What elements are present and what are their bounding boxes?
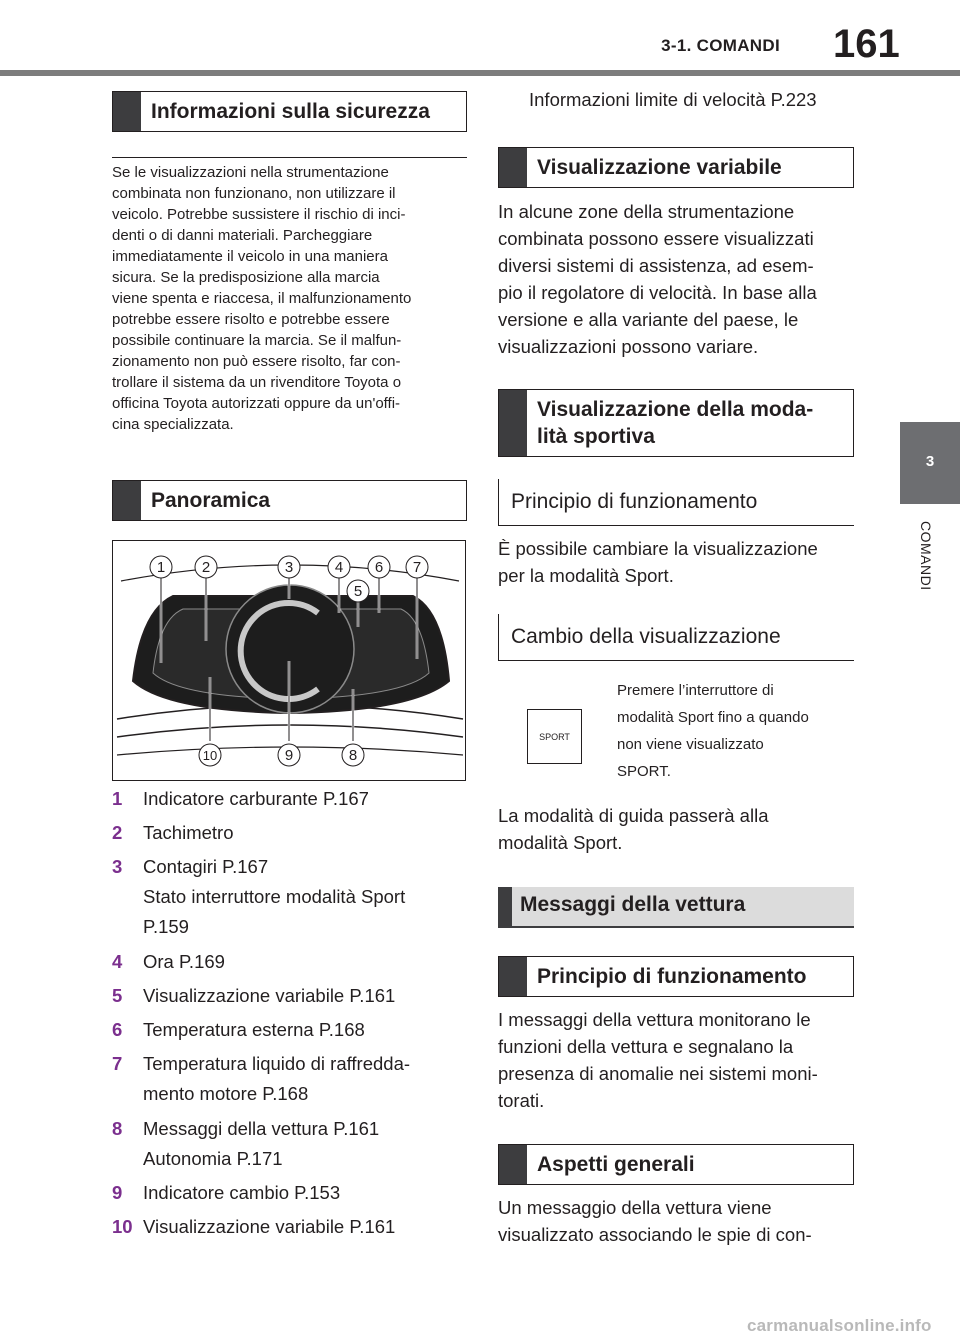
speed-limit-line: Informazioni limite di velocità P.223 [529,89,817,110]
variable-display-text: In alcune zone della strumentazione combinata possono essere visualizzati diversi sistemi di assistenza, ad esem- pio il regolatore di velocità. In base alla versione e alla variante del paese, le visualizzazioni possono variare. [498,201,817,357]
sport-button-illustration: SPORT [527,709,582,764]
principle-subheading-rule [498,525,854,526]
general-text: Un messaggio della vettura viene visualizzato associando le spie di con- [498,1197,812,1245]
vehicle-messages-heading: Messaggi della vettura [498,887,854,926]
svg-text:9: 9 [284,747,294,764]
safety-heading: Informazioni sulla sicurezza [112,91,467,132]
safety-rule-top [112,157,467,158]
variable-display-heading: Visualizzazione variabile [498,147,854,188]
general-aspects-heading: Aspetti generali [498,1144,854,1185]
header-rule [0,70,960,76]
overview-heading: Panoramica [112,480,467,521]
chapter-label: COMANDI [918,521,934,591]
svg-text:2: 2 [201,559,211,576]
principle-text: È possibile cambiare la visualizzazione per la modalità Sport. [498,538,818,586]
principle-subheading: Principio di funzionamento [498,479,757,525]
cluster-illustration [113,541,466,781]
svg-text:8: 8 [348,747,358,764]
chapter-tab: 3 [900,422,960,504]
svg-text:7: 7 [412,559,422,576]
messages-principle-heading: Principio di funzionamento [498,956,854,997]
svg-text:10: 10 [202,748,218,763]
svg-text:5: 5 [353,583,363,600]
page-number: 161 [833,22,900,66]
messages-text: I messaggi della vettura monitorano le funzioni della vettura e segnalano la presenza di anomalie nei sistemi moni- torati. [498,1009,818,1111]
callout-1 [150,556,172,578]
callout-10 [199,744,221,766]
result-text: La modalità di guida passerà alla modalità Sport. [498,805,769,853]
svg-text:4: 4 [334,559,344,576]
sport-mode-heading: Visualizzazione della moda- lità sportiva [498,389,854,457]
svg-text:1: 1 [156,559,166,576]
callout-3 [278,556,300,578]
callout-8 [342,744,364,766]
safety-text: Se le visualizzazioni nella strumentazione combinata non funzionano, non utilizzare il veicolo. Potrebbe sussistere il rischio di inci- denti o di danni materiali. Parcheggiare immediatamente il veicolo in una maniera sicura. Se la predisposizione alla marcia viene spenta e riaccesa, il malfunzionamento potrebbe essere risolto e potrebbe essere possibile continuare la marcia. Se il malfun- zionamento non può essere risolto, far con- trollare il sistema da un rivenditore Toyota o officina Toyota autorizzati oppure da un'offi- cina specializzata. [112,164,412,433]
section-title: 3-1. COMANDI [661,36,780,55]
svg-text:3: 3 [284,559,294,576]
press-instruction: Premere l’interruttore di modalità Sport fino a quando non viene visualizzato SPORT. [617,682,809,780]
callout-6 [368,556,390,578]
callout-7 [406,556,428,578]
callout-2 [195,556,217,578]
instrument-cluster-figure [112,540,466,781]
callout-4 [328,556,350,578]
vehicle-messages-underline [498,926,854,928]
callout-9 [278,744,300,766]
watermark: carmanualsonline.info [747,1316,932,1335]
change-subheading: Cambio della visualizzazione [498,614,781,660]
change-subheading-rule [498,660,854,661]
callout-5 [347,580,369,602]
svg-text:6: 6 [374,559,384,576]
